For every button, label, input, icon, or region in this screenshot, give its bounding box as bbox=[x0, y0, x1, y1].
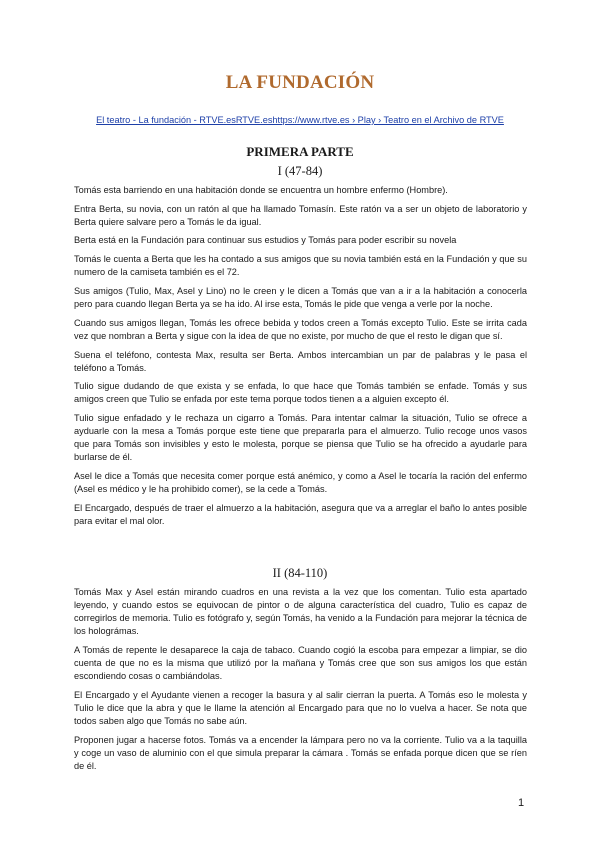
paragraph: A Tomás de repente le desaparece la caja de tabaco. Cuando cogió la escoba para empezar a limpiar, se dio cuenta de que no es la misma que utilizó por la mañana y Tomás cree que son sus amigos los que están escondiendo cosas o cambiándolas. bbox=[74, 644, 527, 682]
paragraph: Entra Berta, su novia, con un ratón al que ha llamado Tomasín. Este ratón va a ser un objeto de laboratorio y Berta quiere salvare pero a Tomás le da igual. bbox=[74, 203, 527, 227]
paragraph: Berta está en la Fundación para continuar sus estudios y Tomás para poder escribir su novela bbox=[74, 235, 457, 246]
paragraph: Tomás le cuenta a Berta que les ha contado a sus amigos que su novia también está en la Fundación y que su numero de la camiseta también es el 72. bbox=[74, 254, 527, 278]
paragraph: Sus amigos (Tulio, Max, Asel y Lino) no le creen y le dicen a Tomás que van a ir a la habitación a conocerla pero para cuando llegan Berta ya se ha ido. Al irse esta, Tomás le pide que venga a verle por la noche. bbox=[74, 285, 527, 310]
paragraph: Tulio sigue enfadado y le rechaza un cigarro a Tomás. Para intentar calmar la situación, Tulio se ofrece a ayduarle con la mesa a Tomás porque este tiene que prepararla para el almuerzo. Tulio recoge unos vasos que para Tomás son invisibles y esto le molesta, porque se piensa que Tulio se ha ofrecido a ayudarle para burlarse de él. bbox=[74, 413, 527, 463]
source-link[interactable]: El teatro - La fundación - RTVE.esRTVE.eshttps://www.rtve.es › Play › Teatro en el Archivo de RTVE bbox=[96, 115, 504, 125]
paragraph: Suena el teléfono, contesta Max, resulta ser Berta. Ambos intercambian un par de palabras y le pasa el teléfono a Tomás. bbox=[74, 349, 527, 373]
paragraph: Cuando sus amigos llegan, Tomás les ofrece bebida y todos creen a Tomás excepto Tulio. Este se irrita cada vez que nombran a Berta y sigue con la idea de que no existe, por mucho de que el resto le digan que sí. bbox=[74, 317, 527, 341]
section-heading-2: II (84-110) bbox=[272, 566, 328, 580]
paragraph: Tulio sigue dudando de que exista y se enfada, lo que hace que Tomás también se enfade. Tomás y sus amigos creen que Tulio se enfada por este tema porque todos tienen a a alguien excepto él. bbox=[74, 381, 527, 405]
paragraph: Asel le dice a Tomás que necesita comer porque está anémico, y como a Asel le tocaría la ración del enfermo (Asel es médico y le ha prohibido comer), se la cede a Tomás. bbox=[74, 471, 527, 495]
paragraph: Proponen jugar a hacerse fotos. Tomás va a encender la lámpara pero no va la corriente. Tulio va a la taquilla y coge un vaso de aluminio con el que simula preparar la cámara . Tomás se enfada porque dicen que se ríen de él. bbox=[74, 734, 527, 771]
section-2-body bbox=[74, 586, 527, 779]
section-1-body bbox=[74, 184, 527, 534]
paragraph: El Encargado y el Ayudante vienen a recoger la basura y al salir cierran la puerta. A Tomás eso le molesta y Tulio le dice que la abra y que le llame la atención al Encargado para que no lo vuelva a hacer. Se nota que todos saben algo que Tomás no sabe aún. bbox=[74, 689, 527, 727]
paragraph: Tomás esta barriendo en una habitación donde se encuentra un hombre enfermo (Hombre). bbox=[74, 185, 448, 195]
page-number: 1 bbox=[518, 797, 525, 809]
paragraph: Tomás Max y Asel están mirando cuadros en una revista a la vez que los comentan. Tulio esta apartado leyendo, y cuando estos se equivocan de pintor o de alguna característica del cuadro, Tulio es capaz de corregirlos de memoria. Tulio es fotógrafo y, según Tomás, ha venido a la Fundación para mejorar la técnica de los holográmas. bbox=[74, 587, 527, 637]
paragraph: El Encargado, después de traer el almuerzo a la habitación, asegura que va a arreglar el baño lo antes posible para evitar el mal olor. bbox=[74, 502, 527, 526]
section-heading-1: I (47-84) bbox=[277, 164, 323, 178]
document-title: LA FUNDACIÓN bbox=[225, 72, 375, 93]
part-heading: PRIMERA PARTE bbox=[246, 144, 354, 159]
